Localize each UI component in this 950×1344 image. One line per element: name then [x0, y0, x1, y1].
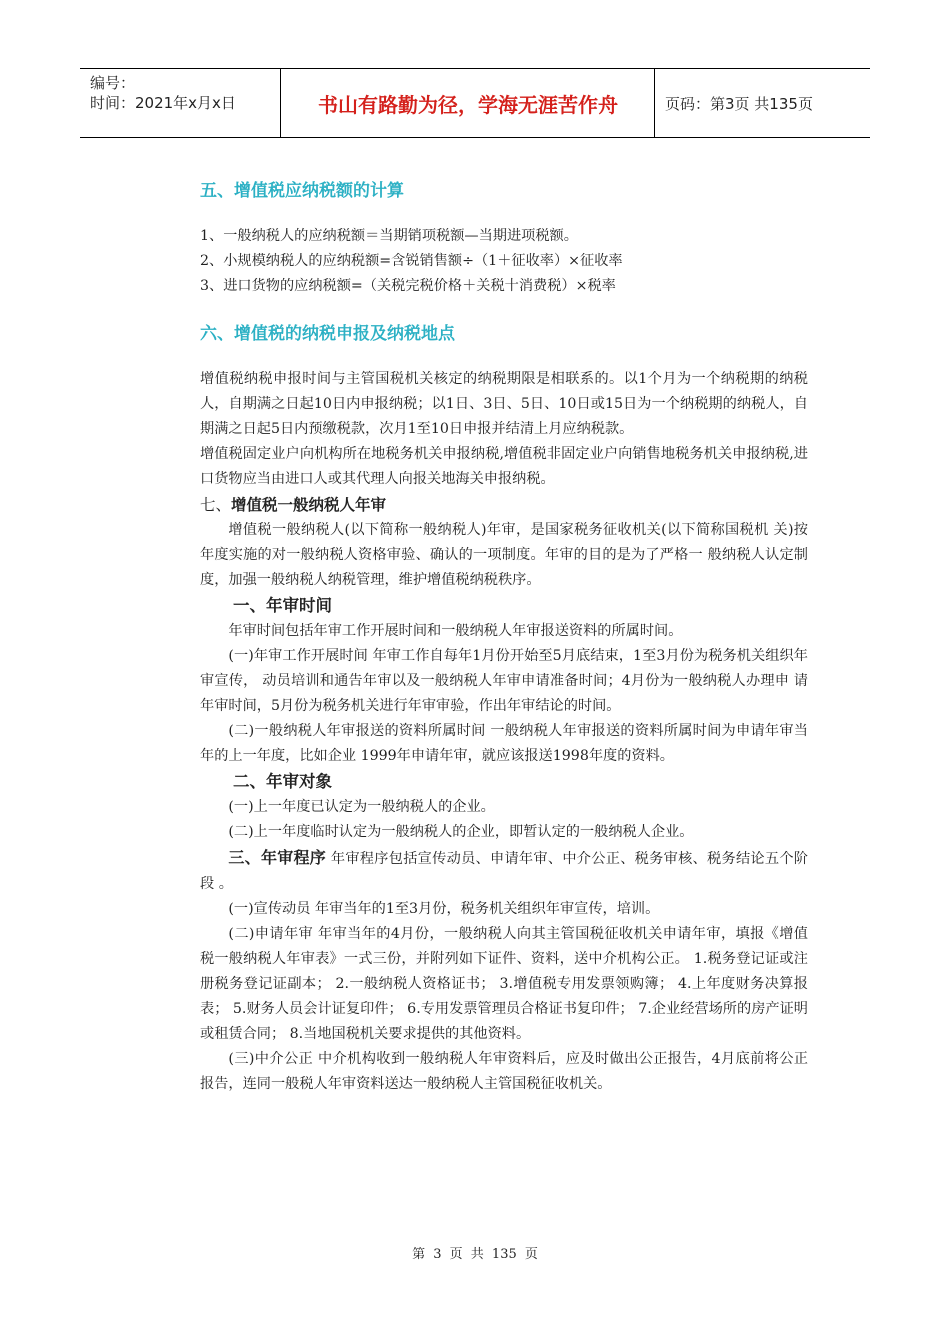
sub1-title: 一、年审时间 — [233, 596, 332, 615]
sub1-paragraph-1: (一)年审工作开展时间 年审工作自每年1月份开始至5月底结束，1至3月份为税务机关组织年审宣传， 动员培训和通告年审以及一般纳税人年审申请准备时间；4月份为一般纳税人办理申 请年审时间，5月份为税务机关进行年审审验，作出年审结论的时间。 — [200, 648, 808, 714]
number-label: 编号： — [90, 74, 136, 92]
s7-title-text: 增值税一般纳税人年审 — [231, 496, 387, 514]
sub3-paragraph-1: (一)宣传动员 年审当年的1至3月份，税务机关组织年审宣传，培训。 — [228, 901, 660, 917]
sub3-title: 三、年审程序 — [228, 848, 327, 867]
section-6-title: 六、增值税的纳税申报及纳税地点 — [200, 324, 455, 344]
s7-prefix: 七、 — [200, 496, 232, 514]
s5-item-1: 1、一般纳税人的应纳税额＝当期销项税额—当期进项税额。 — [200, 228, 578, 244]
sub3-rest: 年审程序包括宣传动员、申请年审、中介公正、税务审核、税务结论五个阶段 。 — [200, 851, 808, 892]
sub3-paragraph-3: (三)中介公正 中介机构收到一般纳税人年审资料后，应及时做出公正报告，4月底前将公正 报告，连同一般税人年审资料送达一般纳税人主管国税征收机关。 — [200, 1051, 808, 1092]
header-motto: 书山有路勤为径，学海无涯苦作舟 — [282, 69, 655, 137]
sub1-paragraph-0: 年审时间包括年审工作开展时间和一般纳税人年审报送资料的所属时间。 — [228, 623, 683, 639]
s6-paragraph-1: 增值税纳税申报时间与主管国税机关核定的纳税期限是相联系的。以1个月为一个纳税期的纳税人，自期满之日起10日内申报纳税；以1日、3日、5日、10日或15日为一个纳税期的纳税人，自期满之日起5日内预缴税款，次月1至10日申报并结清上月应纳税款。 — [200, 371, 808, 437]
sub1-paragraph-2: (二)一般纳税人年审报送的资料所属时间 一般纳税人年审报送的资料所属时间为申请年审当年的上一年度，比如企业 1999年申请年审，就应该报送1998年度的资料。 — [200, 723, 808, 764]
header-page-info: 页码：第3页 共135页 — [665, 94, 813, 113]
sub2-paragraph-1: (一)上一年度已认定为一般纳税人的企业。 — [228, 799, 495, 815]
sub2-title: 二、年审对象 — [233, 772, 332, 791]
s6-paragraph-2: 增值税固定业户向机构所在地税务机关申报纳税,增值税非固定业户向销售地税务机关申报纳税,进口货物应当由进口人或其代理人向报关地海关申报纳税。 — [200, 446, 808, 487]
page-footer: 第 3 页 共 135 页 — [412, 1247, 538, 1262]
section-7-title — [200, 492, 808, 518]
sub3-paragraph-2: (二)申请年审 年审当年的4月份，一般纳税人向其主管国税征收机关申请年审，填报《增值 税一般纳税人年审表》一式三份，并附列如下证件、资料，送中介机构公正。 1.税务登记证或注册税务登记证副本； 2.一般纳税人资格证书； 3.增值税专用发票领购簿； 4.上年度财务决算报表； 5.财务人员会计证复印件； 6.专用发票管理员合格证书复印件； 7.企业经营场所的房产证明或租赁合同； 8.当地国税机关要求提供的其他资料。 — [200, 926, 808, 1042]
sub3-heading-line — [200, 845, 808, 897]
time-label: 时间：2021年x月x日 — [90, 94, 236, 112]
page-header — [80, 68, 870, 138]
document-body — [200, 178, 808, 1097]
section-5-title: 五、增值税应纳税额的计算 — [200, 181, 404, 201]
s5-item-2: 2、小规模纳税人的应纳税额=含锐销售额÷（1＋征收率）×征收率 — [200, 253, 623, 269]
s5-item-3: 3、进口货物的应纳税额=（关税完税价格＋关税十消费税）×税率 — [200, 278, 616, 294]
s7-intro: 增值税一般纳税人(以下简称一般纳税人)年审，是国家税务征收机关(以下简称国税机 关)按年度实施的对一般纳税人资格审验、确认的一项制度。年审的目的是为了严格一 般纳税人认定制度，加强一般纳税人纳税管理，维护增值税纳税秩序。 — [200, 522, 808, 588]
header-meta — [80, 69, 281, 137]
sub2-paragraph-2: (二)上一年度临时认定为一般纳税人的企业，即暂认定的一般纳税人企业。 — [228, 824, 694, 840]
